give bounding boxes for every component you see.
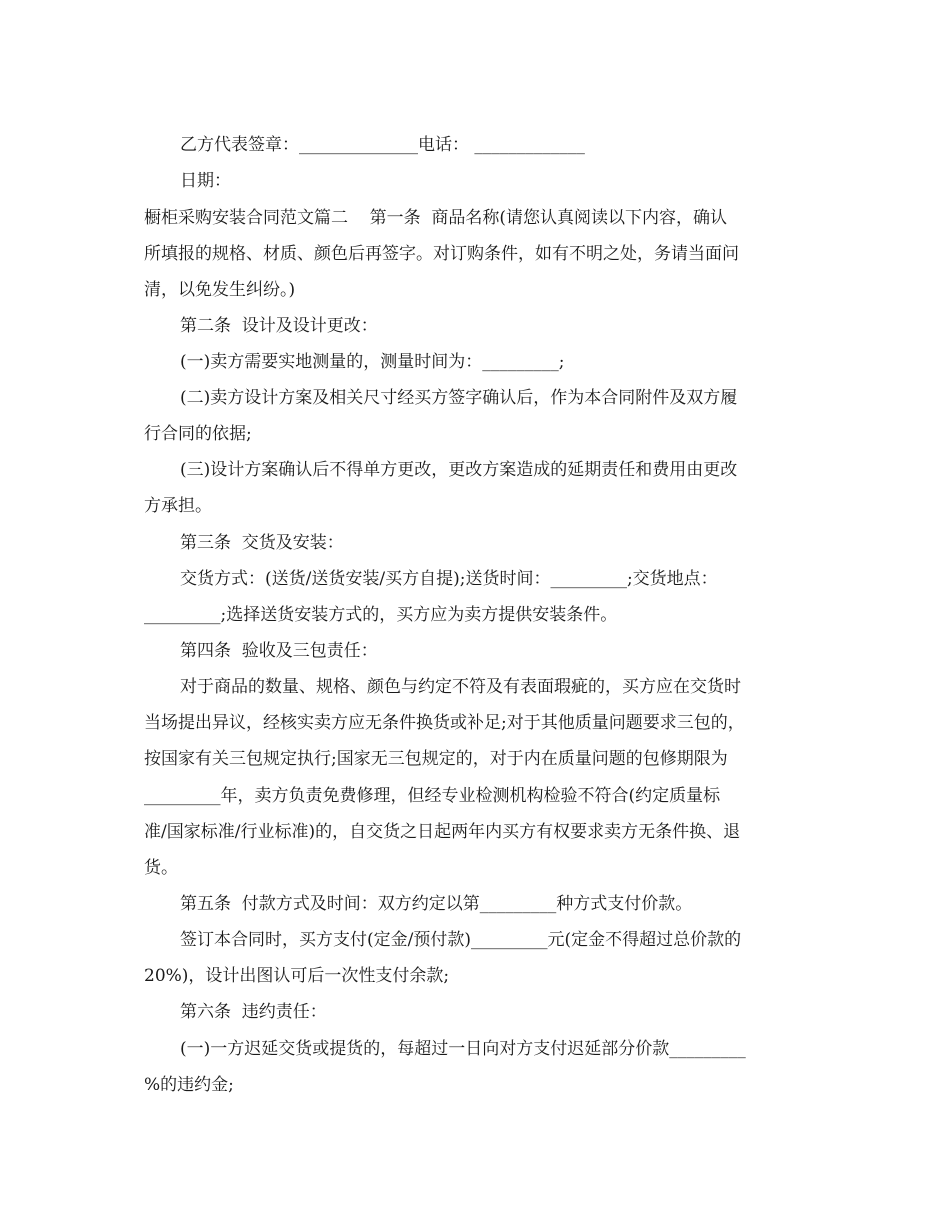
- signature-phone-line: 乙方代表签章：______________电话： _____________: [180, 135, 585, 155]
- article-1-text-line: 清，以免发生纠纷。): [144, 280, 296, 300]
- delivery-line: _________;选择送货安装方式的，买方应为卖方提供安装条件。: [144, 605, 618, 625]
- clause-line: (三)设计方案确认后不得单方更改，更改方案造成的延期责任和费用由更改: [180, 460, 738, 480]
- delivery-line: 交货方式：(送货/送货安装/买方自提);送货时间：_________;交货地点：: [180, 569, 718, 589]
- article-4-heading: 第四条 验收及三包责任：: [180, 641, 378, 661]
- liability-line: %的违约金;: [144, 1075, 234, 1095]
- clause-line: 方承担。: [144, 496, 212, 516]
- payment-line: 签订本合同时，买方支付(定金/预付款)_________元(定金不得超过总价款的: [180, 930, 742, 950]
- warranty-line: 对于商品的数量、规格、颜色与约定不符及有表面瑕疵的，买方应在交货时: [180, 677, 741, 697]
- warranty-line: _________年，卖方负责免费修理，但经专业检测机构检验不符合(约定质量标: [144, 786, 721, 806]
- warranty-line: 准/国家标准/行业标准)的，自交货之日起两年内买方有权要求卖方无条件换、退: [144, 822, 741, 842]
- article-5-heading: 第五条 付款方式及时间：双方约定以第_________种方式支付价款。: [180, 894, 693, 914]
- liability-line: (一)一方迟延交货或提货的，每超过一日向对方支付迟延部分价款_________: [180, 1039, 746, 1059]
- warranty-line: 货。: [144, 858, 178, 878]
- clause-line: 行合同的依据;: [144, 424, 252, 444]
- warranty-line: 当场提出异议，经核实卖方应无条件换货或补足;对于其他质量问题要求三包的，: [144, 713, 745, 733]
- contract-title-article-1: 橱柜采购安装合同范文篇二 第一条 商品名称(请您认真阅读以下内容，确认: [144, 208, 728, 228]
- date-line: 日期：: [180, 171, 231, 191]
- clause-line: (二)卖方设计方案及相关尺寸经买方签字确认后，作为本合同附件及双方履: [180, 388, 738, 408]
- warranty-line: 按国家有关三包规定执行;国家无三包规定的，对于内在质量问题的包修期限为: [144, 749, 728, 769]
- article-6-heading: 第六条 违约责任：: [180, 1002, 327, 1022]
- article-3-heading: 第三条 交货及安装：: [180, 533, 344, 553]
- payment-line: 20%)，设计出图认可后一次性支付余款;: [144, 966, 450, 986]
- article-2-heading: 第二条 设计及设计更改：: [180, 316, 378, 336]
- article-1-text-line: 所填报的规格、材质、颜色后再签字。对订购条件，如有不明之处，务请当面问: [144, 244, 739, 264]
- clause-line: (一)卖方需要实地测量的，测量时间为：_________;: [180, 352, 565, 372]
